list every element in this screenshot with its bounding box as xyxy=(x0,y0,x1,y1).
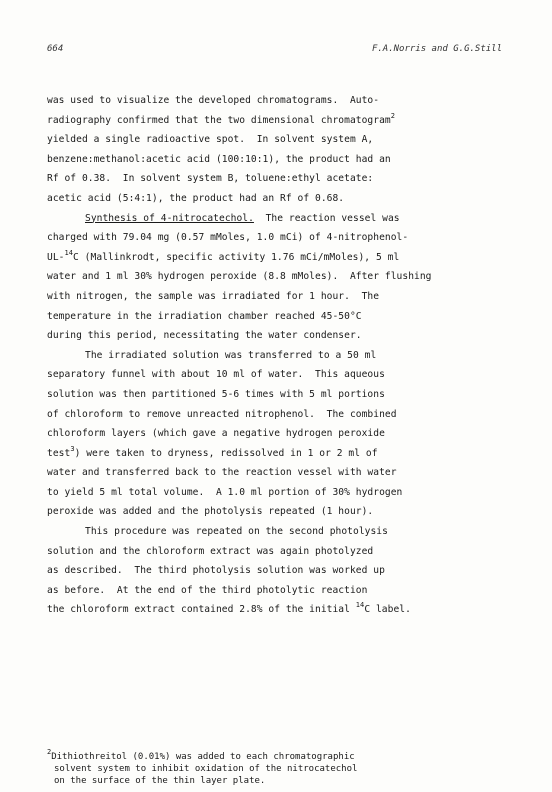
text-line: of chloroform to remove unreacted nitrophenol. The combined xyxy=(47,408,397,420)
text-line: solution was then partitioned 5-6 times with 5 ml portions xyxy=(47,388,385,400)
footnote-ref: 2 xyxy=(390,111,395,120)
body-text xyxy=(47,91,517,620)
text-line: benzene:methanol:acetic acid (100:10:1), the product had an xyxy=(47,153,391,165)
text-line: The irradiated solution was transferred to a 50 ml xyxy=(85,349,377,361)
text-line: solution and the chloroform extract was again photolyzed xyxy=(47,545,374,557)
page-header xyxy=(47,44,502,58)
text-line: peroxide was added and the photolysis repeated (1 hour). xyxy=(47,506,374,518)
text-line: temperature in the irradiation chamber reached 45-50°C xyxy=(47,310,362,322)
footnote-line: on the surface of the thin layer plate. xyxy=(54,776,266,786)
text-line: water and transferred back to the reaction vessel with water xyxy=(47,467,397,479)
text-line: to yield 5 ml total volume. A 1.0 ml portion of 30% hydrogen xyxy=(47,486,403,498)
text-line: as before. At the end of the third photolytic reaction xyxy=(47,584,368,596)
footnote-marker: 2 xyxy=(47,748,52,756)
section-heading: Synthesis of 4-nitrocatechol. xyxy=(85,212,254,224)
text-line: UL-$^{14}$C (Mallinkrodt, specific activity 1.76 mCi/mMoles), 5 ml xyxy=(47,248,400,263)
footnote-line: $^2$Dithiothreitol (0.01%) was added to each chromatographic xyxy=(47,748,355,762)
text-line: during this period, necessitating the water condenser. xyxy=(47,330,362,342)
text-line: test$^3$) were taken to dryness, redissolved in 1 or 2 ml of xyxy=(47,444,378,459)
text-line: chloroform layers (which gave a negative hydrogen peroxide xyxy=(47,428,385,440)
text-line: with nitrogen, the sample was irradiated for 1 hour. The xyxy=(47,290,380,302)
footnote-line: solvent system to inhibit oxidation of the nitrocatechol xyxy=(54,764,358,774)
text-line: Synthesis of 4-nitrocatechol. The reaction vessel was xyxy=(85,212,400,224)
isotope-superscript: 14 xyxy=(64,248,74,257)
text-line: as described. The third photolysis solution was worked up xyxy=(47,565,385,577)
text-line: charged with 79.04 mg (0.57 mMoles, 1.0 mCi) of 4-nitrophenol- xyxy=(47,232,409,244)
text-line: Rf of 0.38. In solvent system B, toluene:ethyl acetate: xyxy=(47,173,374,185)
text-line: radiography confirmed that the two dimensional chromatogram$^2$ xyxy=(47,111,395,126)
text-line: the chloroform extract contained 2.8% of the initial $^{14}$C label. xyxy=(47,601,411,616)
running-head: F.A.Norris and G.G.Still xyxy=(371,44,502,54)
isotope-superscript: 14 xyxy=(355,601,365,610)
text-line: yielded a single radioactive spot. In solvent system A, xyxy=(47,134,374,146)
text-line: This procedure was repeated on the second photolysis xyxy=(85,526,388,538)
footnote-ref: 3 xyxy=(70,444,75,453)
page-number: 664 xyxy=(47,44,64,54)
text-line: separatory funnel with about 10 ml of water. This aqueous xyxy=(47,369,385,381)
text-line: acetic acid (5:4:1), the product had an Rf of 0.68. xyxy=(47,192,345,204)
text-line: water and 1 ml 30% hydrogen peroxide (8.8 mMoles). After flushing xyxy=(47,271,432,283)
text-line: was used to visualize the developed chromatograms. Auto- xyxy=(47,95,380,106)
footnote xyxy=(47,748,517,787)
